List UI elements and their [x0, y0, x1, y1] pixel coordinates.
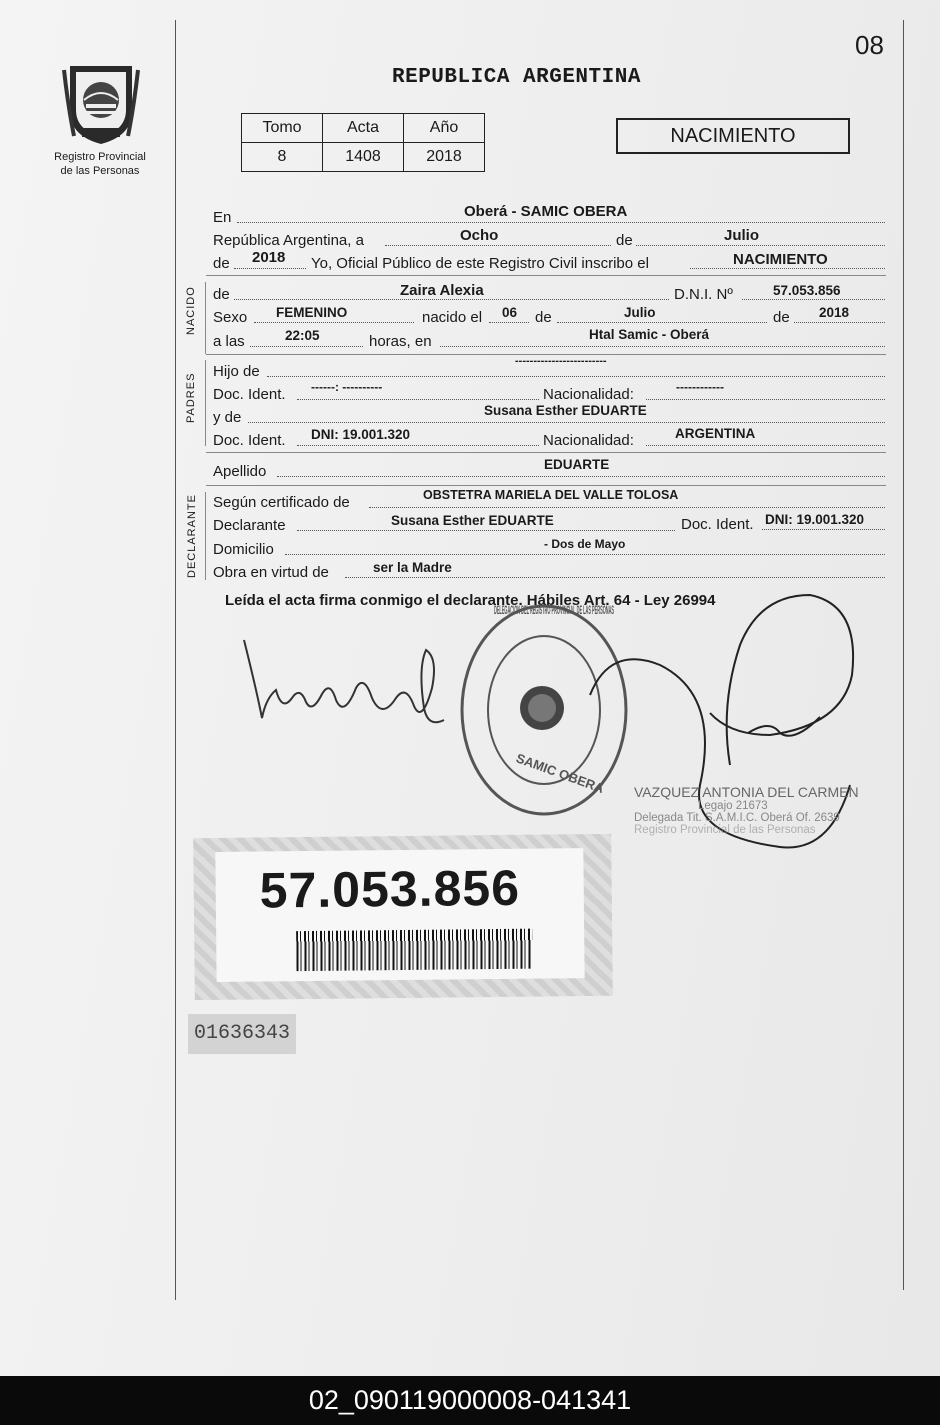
value-lugar: Oberá - SAMIC OBERA [464, 203, 628, 220]
dotted-line [690, 268, 885, 269]
reference-value-row [242, 143, 485, 172]
label-a-las: a las [213, 333, 245, 350]
label-de-nac-mes: de [535, 309, 552, 326]
value-anio: 2018 [404, 143, 485, 172]
barcode-icon [296, 929, 532, 971]
dotted-line [557, 322, 767, 323]
dotted-line [250, 346, 363, 347]
official-name: VAZQUEZ ANTONIA DEL CARMEN [634, 784, 859, 800]
dotted-line [277, 476, 885, 477]
value-sexo: FEMENINO [276, 305, 348, 320]
right-margin-line [903, 20, 904, 1290]
label-en: En [213, 209, 232, 226]
dotted-line [254, 322, 414, 323]
value-padre-doc: ------: ---------- [311, 380, 383, 394]
barcode-sticker [193, 834, 613, 1000]
footer-id: 02_090119000008-041341 [0, 1376, 940, 1425]
section-vline [205, 492, 206, 580]
label-horas-en: horas, en [369, 333, 432, 350]
value-hora: 22:05 [285, 328, 320, 343]
dotted-line [297, 530, 675, 531]
seal-outer-text: DELEGACIÓN DEL REGISTRO PROVINCIAL DE LAS PERSONAS [494, 603, 863, 617]
value-anio: 2018 [252, 249, 286, 266]
header-anio: Año [404, 114, 485, 143]
dotted-line [234, 268, 306, 269]
label-nacionalidad-madre: Nacionalidad: [543, 432, 634, 449]
dotted-line [794, 322, 885, 323]
official-stamp [634, 784, 859, 836]
left-margin-line [175, 20, 176, 1300]
value-certificado: OBSTETRA MARIELA DEL VALLE TOLOSA [423, 488, 679, 502]
province-crest-icon [62, 56, 140, 151]
label-doc-ident-declarante: Doc. Ident. [681, 516, 754, 533]
label-apellido: Apellido [213, 463, 267, 480]
section-rule [206, 452, 886, 453]
value-padre: ------------------------- [515, 355, 607, 367]
value-madre-nac: ARGENTINA [675, 426, 756, 441]
label-nacionalidad-padre: Nacionalidad: [543, 386, 634, 403]
org-name-line-1: Registro Provincial [54, 151, 146, 163]
value-apellido: EDUARTE [544, 457, 610, 472]
value-nac-dia: 06 [502, 305, 518, 320]
value-domicilio: - Dos de Mayo [544, 537, 626, 551]
label-doc-ident-padre: Doc. Ident. [213, 386, 286, 403]
value-obra: ser la Madre [373, 560, 452, 575]
section-rule [206, 485, 886, 486]
label-de-mes: de [616, 232, 633, 249]
serial-stamp: 01636343 [188, 1014, 296, 1054]
official-legajo: Legajo 21673 [698, 800, 768, 812]
reference-header-row [242, 114, 485, 143]
label-de-nac-anio: de [773, 309, 790, 326]
org-name [40, 150, 160, 178]
value-mes: Julio [724, 227, 760, 244]
org-name-line-2: de las Personas [60, 165, 140, 177]
label-y-de: y de [213, 409, 242, 426]
declarant-signature [236, 628, 466, 738]
value-inscripcion: NACIMIENTO [733, 251, 828, 268]
label-hijo-de: Hijo de [213, 363, 260, 380]
dotted-line [297, 399, 539, 400]
section-vline [205, 360, 206, 446]
label-yo: Yo, Oficial Público de este Registro Civil inscribo el [311, 255, 649, 272]
label-sexo: Sexo [213, 309, 248, 326]
value-madre-doc: DNI: 19.001.320 [311, 427, 411, 442]
label-obra-en-virtud: Obra en virtud de [213, 564, 329, 581]
side-label-padres: PADRES [185, 372, 197, 423]
dotted-line [742, 299, 885, 300]
label-declarante: Declarante [213, 517, 286, 534]
section-vline [205, 282, 206, 354]
label-nacido-el: nacido el [422, 309, 483, 326]
reference-table [241, 113, 485, 172]
value-padre-nac: ------------ [676, 380, 724, 394]
value-dni: 57.053.856 [773, 283, 841, 298]
official-registro: Registro Provincial de las Personas [634, 824, 816, 836]
dotted-line [489, 322, 529, 323]
label-doc-ident-madre: Doc. Ident. [213, 432, 286, 449]
section-rule [206, 275, 886, 276]
label-segun-certificado: Según certificado de [213, 494, 350, 511]
dotted-line [234, 299, 669, 300]
dotted-line [646, 399, 885, 400]
side-label-nacido: NACIDO [185, 286, 197, 335]
dotted-line [369, 507, 885, 508]
value-tomo: 8 [242, 143, 323, 172]
value-nac-mes: Julio [624, 305, 656, 320]
dotted-line [297, 445, 539, 446]
dotted-line [285, 554, 885, 555]
dotted-line [440, 346, 885, 347]
dotted-line [345, 577, 885, 578]
value-acta: 1408 [323, 143, 404, 172]
closing-statement: Leída el acta firma conmigo el declarante. Hábiles Art. 64 - Ley 26994 [225, 592, 716, 609]
page-number: 08 [855, 30, 884, 60]
label-republica: República Argentina, a [213, 232, 364, 249]
document-title: REPUBLICA ARGENTINA [392, 66, 641, 89]
barcode-number: 57.053.856 [259, 859, 521, 919]
side-label-declarante: DECLARANTE [186, 494, 198, 578]
header-tomo: Tomo [242, 114, 323, 143]
label-dni: D.N.I. Nº [674, 286, 733, 303]
value-declarante: Susana Esther EDUARTE [391, 513, 554, 528]
dotted-line [762, 529, 885, 530]
official-delegada: Delegada Tit. S.A.M.I.C. Oberá Of. 2639 [634, 812, 840, 824]
value-declarante-doc: DNI: 19.001.320 [765, 512, 865, 527]
dotted-line [636, 245, 885, 246]
barcode-label [215, 848, 584, 982]
seal-inner-text: SAMIC OBERA [514, 750, 607, 797]
label-domicilio: Domicilio [213, 541, 274, 558]
dotted-line [385, 245, 611, 246]
label-de-nombre: de [213, 286, 230, 303]
header-acta: Acta [323, 114, 404, 143]
dotted-line [646, 445, 885, 446]
dotted-line [237, 222, 885, 223]
value-lugar-nac: Htal Samic - Oberá [589, 327, 710, 342]
value-madre: Susana Esther EDUARTE [484, 403, 647, 418]
value-nombre: Zaira Alexia [400, 282, 484, 299]
label-de-anio: de [213, 255, 230, 272]
dotted-line [248, 422, 885, 423]
value-dia-letras: Ocho [460, 227, 499, 244]
act-type-box: NACIMIENTO [616, 118, 850, 154]
value-nac-anio: 2018 [819, 305, 850, 320]
dotted-line [267, 376, 885, 377]
